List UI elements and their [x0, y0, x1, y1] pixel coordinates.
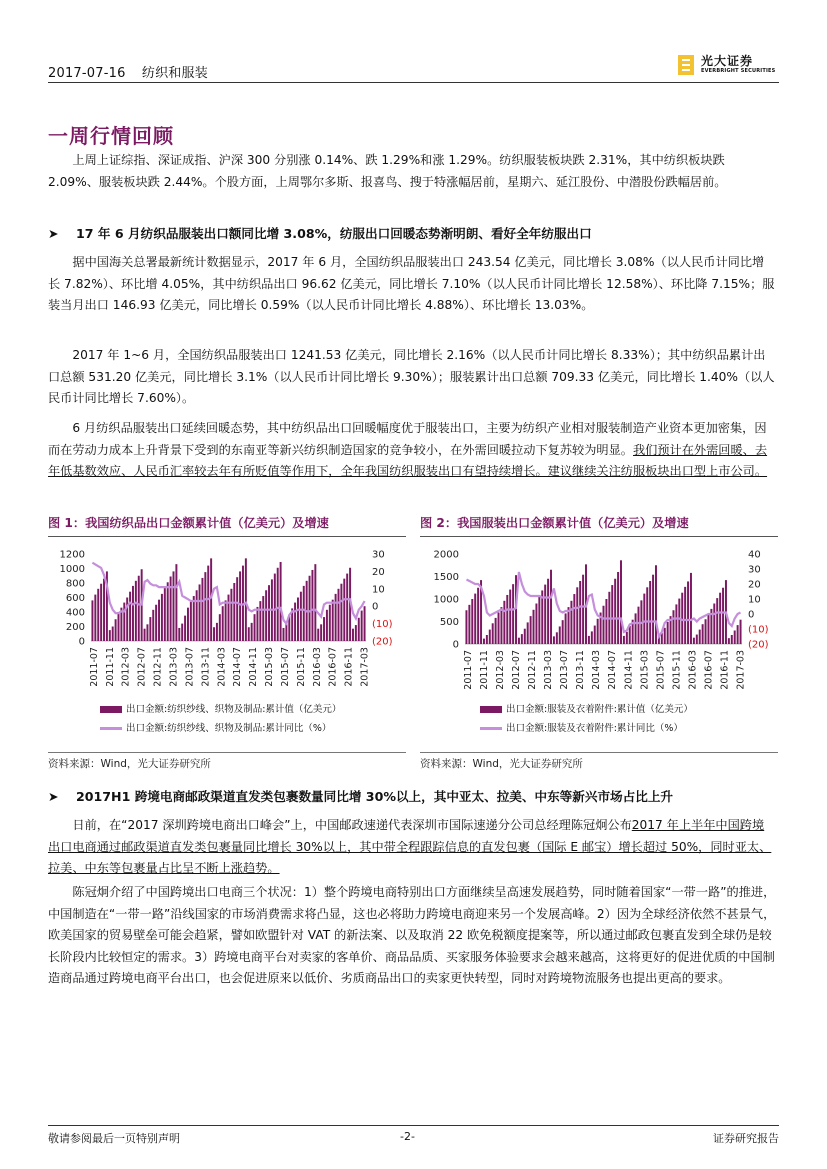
header-divider: [48, 82, 779, 83]
x-tick-label: 2012-03: [495, 650, 506, 690]
bar: [737, 625, 739, 644]
bar: [352, 629, 354, 641]
bar: [594, 626, 596, 644]
y-right-tick-label: 40: [748, 549, 761, 561]
bar: [103, 579, 105, 641]
bar: [233, 583, 235, 641]
logo-text-en: EVERBRIGHT SECURITIES: [701, 68, 776, 74]
bar: [155, 605, 157, 641]
bar: [568, 607, 570, 644]
bar: [468, 605, 470, 644]
page-number: -2-: [400, 1130, 415, 1143]
x-tick-label: 2014-11: [623, 650, 635, 690]
bar: [190, 602, 192, 641]
bar: [570, 601, 572, 644]
y-right-tick-label: 10: [372, 584, 385, 596]
bar: [620, 560, 622, 644]
bar: [161, 594, 163, 641]
bar: [346, 574, 348, 641]
x-tick-label: 2011-07: [462, 649, 474, 690]
x-tick-label: 2014-11: [248, 646, 260, 687]
bar: [283, 628, 285, 641]
figure-1-bottom-rule: [48, 752, 406, 753]
bar: [320, 624, 322, 641]
y-right-tick-label: 30: [748, 564, 761, 576]
bar: [538, 597, 540, 644]
paragraph-june-export: 据中国海关总署最新统计数据显示，2017 年 6 月，全国纺织品服装出口 243.54 亿美元，同比增长 3.08%（以人民币计同比增长 7.82%）、环比增 4.05%，其中纺织品出口 96.62 亿美元，同比增长 7.10%（以人民币计同比增长 12.58%）、环比降 7.15%；服装当月出口 146.93 亿美元，同比增长 0.59%（以人民币计同比增长 4.88%）、环比增长 13.03%。: [48, 255, 775, 312]
legend-label: 出口金额:服装及衣着附件:累计值（亿美元）: [506, 704, 693, 715]
bar: [687, 581, 689, 644]
bar: [335, 594, 337, 641]
bar: [94, 595, 96, 641]
bar: [635, 613, 637, 644]
bar: [259, 601, 261, 641]
y-left-tick-label: 1000: [433, 594, 459, 606]
x-tick-label: 2016-03: [687, 649, 699, 690]
figure-1-title: 图 1：我国纺织品出口金额累计值（亿美元）及增速: [48, 516, 329, 530]
bar: [144, 629, 146, 641]
bar: [204, 572, 206, 641]
bar: [705, 619, 707, 644]
x-tick-label: 2011-11: [479, 650, 490, 690]
bullet-heading-text: 17 年 6 月纺织品服装出口额同比增 3.08%，纺服出口回暖态势渐明朗、看好全年纺服出口: [76, 226, 592, 241]
bar: [527, 622, 529, 644]
bar: [239, 571, 241, 641]
bar: [187, 608, 189, 641]
bar: [512, 584, 514, 644]
x-tick-label: 2012-11: [152, 647, 164, 687]
bar: [196, 590, 198, 641]
bar: [245, 558, 247, 641]
bar: [588, 636, 590, 644]
legend-label: 出口金额:纺织纱线、织物及制品:累计同比（%）: [126, 723, 332, 734]
x-tick-label: 2016-11: [719, 649, 731, 690]
bar: [280, 562, 282, 641]
y-left-tick-label: 200: [65, 622, 85, 633]
bar: [614, 579, 616, 644]
bar: [294, 603, 296, 641]
bar: [309, 576, 311, 641]
bar: [728, 638, 730, 644]
figure-2-title: 图 2：我国服装出口金额累计值（亿美元）及增速: [420, 516, 689, 530]
bar: [277, 568, 279, 641]
y-right-tick-label: 10: [748, 594, 761, 606]
bar: [199, 584, 201, 641]
bar: [675, 604, 677, 644]
bar: [314, 564, 316, 641]
bar: [146, 624, 148, 641]
industry-name: 纺织和服装: [141, 66, 208, 81]
bar: [655, 565, 657, 644]
bar: [605, 599, 607, 644]
bar: [326, 610, 328, 641]
y-left-tick-label: 1000: [59, 564, 85, 575]
bar: [547, 579, 549, 644]
legend-item-line: [100, 719, 341, 738]
bar: [164, 588, 166, 641]
y-left-tick-label: 500: [439, 617, 459, 628]
bar: [617, 572, 619, 644]
bar: [553, 636, 555, 644]
bar: [193, 596, 195, 641]
bar: [471, 599, 473, 644]
bar: [207, 566, 209, 641]
bar: [626, 632, 628, 644]
bar: [591, 631, 593, 644]
y-right-tick-label: 20: [372, 566, 385, 578]
company-logo: [675, 50, 779, 80]
legend-item-bar: [100, 700, 341, 719]
bar: [268, 585, 270, 641]
x-tick-label: 2013-11: [575, 650, 587, 690]
bar: [509, 590, 511, 644]
bar: [518, 638, 520, 644]
figure-2-top-rule: [420, 536, 778, 537]
bar: [149, 617, 151, 641]
report-date: 2017-07-16: [48, 66, 126, 81]
report-header: [48, 62, 220, 81]
legend-item-line: [480, 719, 693, 738]
bar: [109, 630, 111, 641]
bar: [652, 575, 654, 644]
bar: [646, 587, 648, 644]
figure-1-top-rule: [48, 536, 406, 537]
bar: [734, 631, 736, 645]
logo-text-cn: 光大证券: [701, 54, 754, 68]
figure-2-legend: [480, 700, 693, 738]
y-right-tick-label: (20): [748, 639, 769, 651]
y-right-tick-label: 30: [372, 549, 385, 561]
bar: [222, 606, 224, 641]
bar: [524, 629, 526, 644]
bar: [562, 620, 564, 644]
footer-divider: [48, 1125, 779, 1126]
x-tick-label: 2014-07: [607, 649, 619, 690]
bar: [91, 600, 93, 641]
bar: [361, 611, 363, 641]
paragraph-market-review: 上周上证综指、深证成指、沪深 300 分别涨 0.14%、跌 1.29%和涨 1.29%。纺织服装板块跌 2.31%，其中纺织板块跌 2.09%、服装板块跌 2.44%。个股方面，上周鄂尔多斯、报喜鸟、搜于特涨幅居前，星期六、延江股份、中潜股份跌幅居前。: [48, 153, 727, 189]
bar: [582, 575, 584, 644]
outlook-conclusion-text: 我们预计在外需回暖、去年低基数效应、人民币汇率较去年有所贬值等作用下，全年我国纺织服装出口有望持续增长。建议继续关注纺服板块出口型上市公司。: [48, 442, 768, 478]
bar: [178, 628, 180, 641]
bar: [573, 594, 575, 644]
y-right-tick-label: 0: [748, 609, 755, 621]
bar: [719, 593, 721, 644]
bar: [576, 587, 578, 644]
bar: [489, 630, 491, 644]
bar: [521, 634, 523, 644]
x-tick-label: 2015-07: [279, 646, 291, 687]
x-tick-label: 2015-11: [295, 647, 307, 687]
y-left-tick-label: 0: [78, 636, 85, 648]
figure-1-legend: [100, 700, 341, 738]
bar: [690, 573, 692, 644]
y-left-tick-label: 1200: [59, 549, 85, 561]
bar: [323, 617, 325, 641]
bar: [684, 587, 686, 644]
bar: [477, 588, 479, 644]
y-left-tick-label: 0: [452, 639, 459, 651]
y-left-tick-label: 800: [65, 578, 85, 590]
bar: [702, 624, 704, 644]
bar: [201, 578, 203, 641]
bar: [503, 601, 505, 644]
bar: [332, 600, 334, 641]
x-tick-label: 2012-07: [511, 649, 522, 690]
bar: [535, 604, 537, 645]
x-tick-label: 2013-11: [200, 646, 212, 687]
bar: [740, 620, 742, 644]
bar: [129, 592, 131, 641]
parcel-highlight-text: 2017 年上半年中国跨境出口电商通过邮政渠道直发类包裹量同比增长 30%以上，其中带全程跟踪信息的直发包裹（国际 E 邮宝）增长超过 50%，同时亚太、拉美、中东等包裹量占比呈不断上涨趋势。: [48, 818, 772, 875]
bar: [338, 589, 340, 641]
y-left-tick-label: 400: [65, 607, 85, 619]
x-tick-label: 2014-03: [216, 647, 228, 687]
bar: [216, 623, 218, 641]
bullet-heading-export: [48, 224, 776, 244]
bar: [667, 622, 669, 644]
bar: [716, 598, 718, 644]
figure-2-source: 资料来源：Wind，光大证券研究所: [420, 758, 583, 770]
y-right-tick-label: (10): [372, 619, 393, 631]
bar: [722, 588, 724, 644]
paragraph-ecommerce-status: 陈冠炯介绍了中国跨境出口电商三个状况：1）整个跨境电商特别出口方面继续呈高速发展趋势，同时随着国家“一带一路”的推进，中国制造在“一带一路”沿线国家的市场消费需求将凸显，这也必将助力跨境电商迎来另一个发展高峰。2）因为全球经济依然不甚景气，欧美国家的贸易壁垒可能会趋紧，譬如欧盟针对 VAT 的新法案、以及取消 22 欧免税额度提案等，所以通过邮政包裹直发到全球仍是较长阶段内比较恒定的需求。3）跨境电商平台对卖家的客单价、商品品质、买家服务体验要求会越来越高，这将更好的促进优质的中国制造商品通过跨境电商平台出口，也会促进原来以低价、劣质商品出口的卖家更快转型，同时对跨境物流服务也提出更高的要求。: [48, 885, 776, 985]
x-tick-label: 2017-03: [735, 649, 747, 690]
bar: [506, 595, 508, 644]
x-tick-label: 2015-03: [264, 646, 275, 687]
bar: [465, 610, 467, 644]
bar: [364, 606, 366, 641]
x-tick-label: 2016-07: [327, 646, 339, 687]
bar: [355, 625, 357, 641]
bar: [311, 570, 313, 641]
bar: [343, 579, 345, 641]
x-tick-label: 2014-03: [591, 649, 603, 690]
legend-label: 出口金额:纺织纱线、织物及制品:累计值（亿美元）: [126, 704, 342, 715]
bar: [265, 590, 267, 641]
x-tick-label: 2013-03: [543, 650, 555, 690]
bar: [530, 616, 532, 644]
bar: [681, 593, 683, 644]
figure-2-bottom-rule: [420, 752, 778, 753]
y-left-tick-label: 600: [65, 593, 85, 604]
section-title: 一周行情回顾: [48, 124, 174, 148]
parcel-intro-text: 日前，在“2017 深圳跨境电商出口峰会”上，中国邮政速递代表深圳市国际速递分公司总经理陈冠炯公布: [72, 818, 632, 832]
bar: [579, 581, 581, 644]
x-tick-label: 2016-07: [703, 650, 715, 690]
bar: [492, 623, 494, 644]
bullet-arrow-icon: ➤: [48, 226, 59, 241]
bar: [565, 613, 567, 644]
bar: [358, 618, 360, 641]
bar: [623, 636, 625, 644]
bar: [228, 595, 230, 641]
footer-disclaimer: 敬请参阅最后一页特别声明: [48, 1132, 180, 1145]
bar: [175, 564, 177, 641]
legend-swatch-bar: [480, 706, 502, 713]
x-tick-label: 2011-11: [104, 646, 116, 687]
bar: [225, 600, 227, 641]
y-left-tick-label: 2000: [433, 549, 459, 561]
bar: [213, 627, 215, 641]
bar: [184, 616, 186, 641]
bar: [678, 599, 680, 644]
bar: [340, 584, 342, 641]
bar: [112, 627, 114, 642]
x-tick-label: 2013-07: [559, 649, 571, 690]
bar: [495, 618, 497, 644]
bar: [317, 629, 319, 641]
bar: [597, 619, 599, 644]
bar: [181, 624, 183, 641]
x-tick-label: 2011-07: [88, 647, 100, 687]
bar: [699, 630, 701, 644]
bar: [693, 638, 695, 644]
bar: [210, 558, 212, 641]
bar: [329, 605, 331, 641]
bar: [544, 585, 546, 644]
legend-swatch-line: [480, 727, 502, 730]
figure-1-source: 资料来源：Wind，光大证券研究所: [48, 758, 211, 770]
bar: [707, 614, 709, 644]
bar: [300, 592, 302, 641]
bar: [559, 626, 561, 644]
bar: [649, 581, 651, 644]
bar: [173, 571, 175, 641]
x-tick-label: 2013-03: [168, 647, 180, 687]
bar: [167, 582, 169, 641]
bar: [236, 577, 238, 641]
x-tick-label: 2013-07: [184, 646, 196, 687]
bullet-arrow-icon: ➤: [48, 789, 59, 804]
bar: [118, 612, 120, 641]
bar: [603, 606, 605, 644]
footer-report-type: 证券研究报告: [713, 1132, 779, 1145]
bar: [138, 576, 140, 641]
x-tick-label: 2014-07: [232, 647, 244, 687]
y-left-tick-label: 1500: [433, 572, 459, 583]
bar: [486, 635, 488, 644]
bar: [115, 619, 117, 641]
bar: [550, 570, 552, 644]
bar: [135, 581, 137, 641]
legend-label: 出口金额:服装及衣着附件:累计同比（%）: [506, 723, 683, 734]
legend-item-bar: [480, 700, 693, 719]
bar: [696, 635, 698, 644]
bar: [100, 584, 102, 641]
bar: [97, 589, 99, 641]
bar: [285, 624, 287, 641]
bar: [219, 614, 221, 641]
paragraph-outlook: [48, 418, 776, 483]
bar: [152, 610, 154, 641]
bar: [643, 594, 645, 644]
bar: [498, 613, 500, 645]
legend-swatch-bar: [100, 706, 122, 713]
y-right-tick-label: (10): [748, 624, 769, 636]
bar: [629, 626, 631, 644]
bar: [713, 604, 715, 645]
bar: [611, 585, 613, 644]
x-tick-label: 2015-07: [655, 650, 667, 690]
legend-swatch-line: [100, 727, 122, 730]
bar: [731, 635, 733, 644]
x-tick-label: 2016-03: [311, 647, 323, 687]
bar: [474, 594, 476, 644]
bar: [297, 598, 299, 642]
bar: [254, 614, 256, 641]
bar: [533, 610, 535, 644]
bar: [556, 632, 558, 644]
bar: [672, 610, 674, 644]
bullet-heading-ecommerce: [48, 787, 776, 807]
bar: [132, 586, 134, 641]
bar: [262, 596, 264, 641]
bar: [251, 623, 253, 641]
x-tick-label: 2015-03: [639, 649, 651, 690]
bar: [500, 607, 502, 644]
x-tick-label: 2016-11: [343, 646, 355, 687]
x-tick-label: 2015-11: [671, 650, 683, 690]
paragraph-ecommerce-parcel: [48, 815, 776, 880]
bar: [248, 627, 250, 641]
bullet-heading-text: 2017H1 跨境电商邮政渠道直发类包裹数量同比增 30%以上，其中亚太、拉美、中东等新兴市场占比上升: [76, 789, 674, 804]
bar: [274, 574, 276, 641]
bar: [230, 589, 232, 641]
x-tick-label: 2017-03: [359, 647, 371, 687]
y-right-tick-label: (20): [372, 636, 393, 648]
x-tick-label: 2012-11: [527, 650, 539, 690]
bar: [664, 628, 666, 644]
bar: [483, 639, 485, 644]
bar: [303, 586, 305, 641]
bar: [158, 600, 160, 641]
x-tick-label: 2012-03: [120, 646, 132, 687]
bar: [256, 607, 258, 641]
logo-mark-icon: [675, 54, 697, 76]
bar: [637, 607, 639, 644]
y-right-tick-label: 20: [748, 579, 761, 591]
x-tick-label: 2012-07: [136, 647, 148, 687]
outlook-analysis-text: 6 月纺织品服装出口延续回暖态势，其中纺织品出口回暖幅度优于服装出口，主要为纺织产业相对服装制造产业资本更加密集，因而在劳动力成本上升背景下受到的东南亚等新兴纺织制造国家的竞争较小，在外需回暖拉动下复苏较为明显。: [48, 421, 767, 457]
paragraph-h1-export: 2017 年 1~6 月，全国纺织品服装出口 1241.53 亿美元，同比增长 2.16%（以人民币计同比增长 8.33%）；其中纺织品累计出口总额 531.20 亿美元，同比增长 3.1%（以人民币计同比增长 9.30%）；服装累计出口总额 709.33 亿美元，同比增长 1.40%（以人民币计同比增长 7.60%）。: [48, 348, 775, 405]
y-right-tick-label: 0: [372, 601, 379, 613]
